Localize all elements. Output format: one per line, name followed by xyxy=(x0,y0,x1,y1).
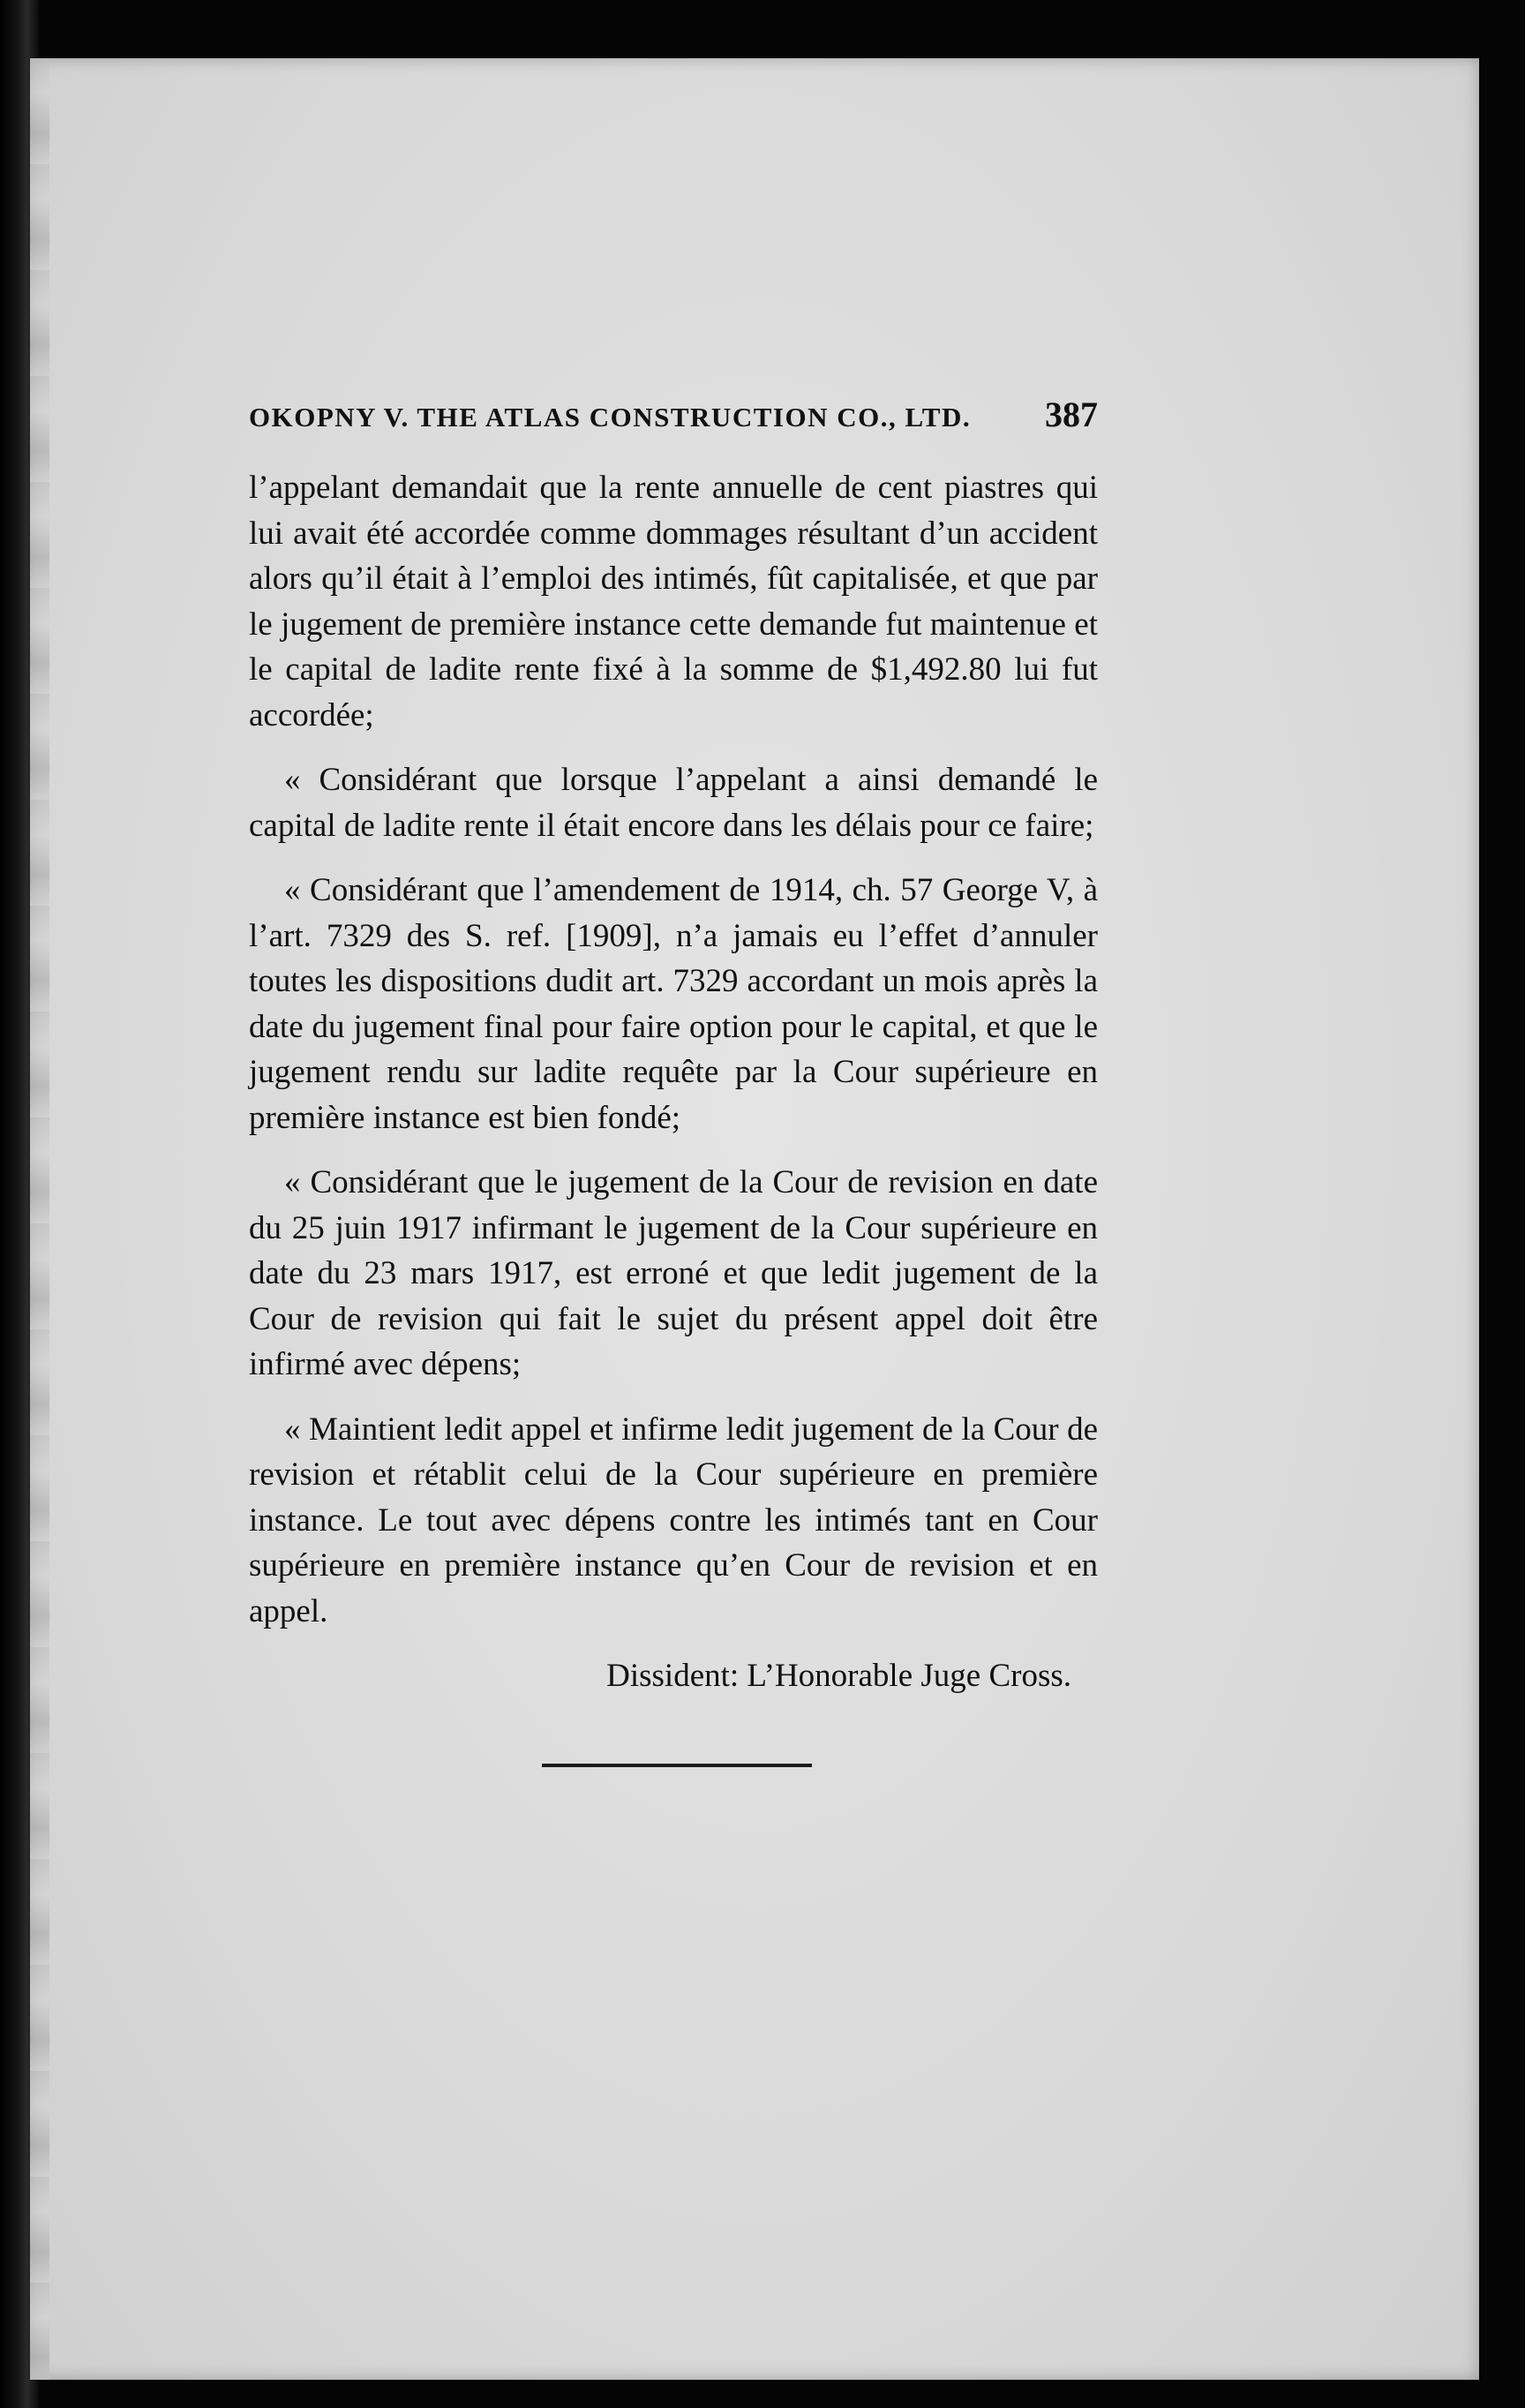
dissent-signature: Dissident: L’Honorable Juge Cross. xyxy=(606,1658,1071,1694)
paragraph-considerant-2: « Considérant que l’amendement de 1914, ch. 57 George V, à l’art. 7329 des S. ref. [1909], n’a jamais eu l’effet d’annuler toutes les dispositions dudit art. 7329 accordant un mois après la date du jugement final pour faire option pour le capital, et que le jugement rendu sur ladite requête par la Cour supérieure en première instance est bien fondé; xyxy=(249,872,1098,1136)
running-head-title: OKOPNY V. THE ATLAS CONSTRUCTION CO., LTD. xyxy=(249,402,972,433)
page-worn-edge xyxy=(30,58,49,2380)
running-head xyxy=(249,394,1098,435)
paragraph-continuation: l’appelant demandait que la rente annuelle de cent piastres qui lui avait été accordée comme dommages résultant d’un accident alors qu’il était à l’emploi des intimés, fût capitalisée, et que par le jugement de première instance cette demande fut maintenue et le capital de ladite rente fixé à la somme de $1,492.80 lui fut accordée; xyxy=(249,470,1098,734)
paragraph-maintient: « Maintient ledit appel et infirme ledit jugement de la Cour de revision et rétablit celui de la Cour supérieure en première instance. Le tout avec dépens contre les intimés tant en Cour supérieure en première instance qu’en Cour de revision et en appel. xyxy=(249,1411,1098,1629)
paragraph-considerant-3: « Considérant que le jugement de la Cour de revision en date du 25 juin 1917 infirmant le jugement de la Cour supérieure en date du 23 mars 1917, est erroné et que ledit jugement de la Cour de revision qui fait le sujet du présent appel doit être infirmé avec dépens; xyxy=(249,1164,1098,1382)
page-number: 387 xyxy=(1045,395,1098,434)
paragraph-considerant-1: « Considérant que lorsque l’appelant a ainsi demandé le capital de ladite rente il était encore dans les délais pour ce faire; xyxy=(249,762,1098,844)
closing-rule xyxy=(542,1764,812,1767)
page-content xyxy=(249,394,1098,1699)
